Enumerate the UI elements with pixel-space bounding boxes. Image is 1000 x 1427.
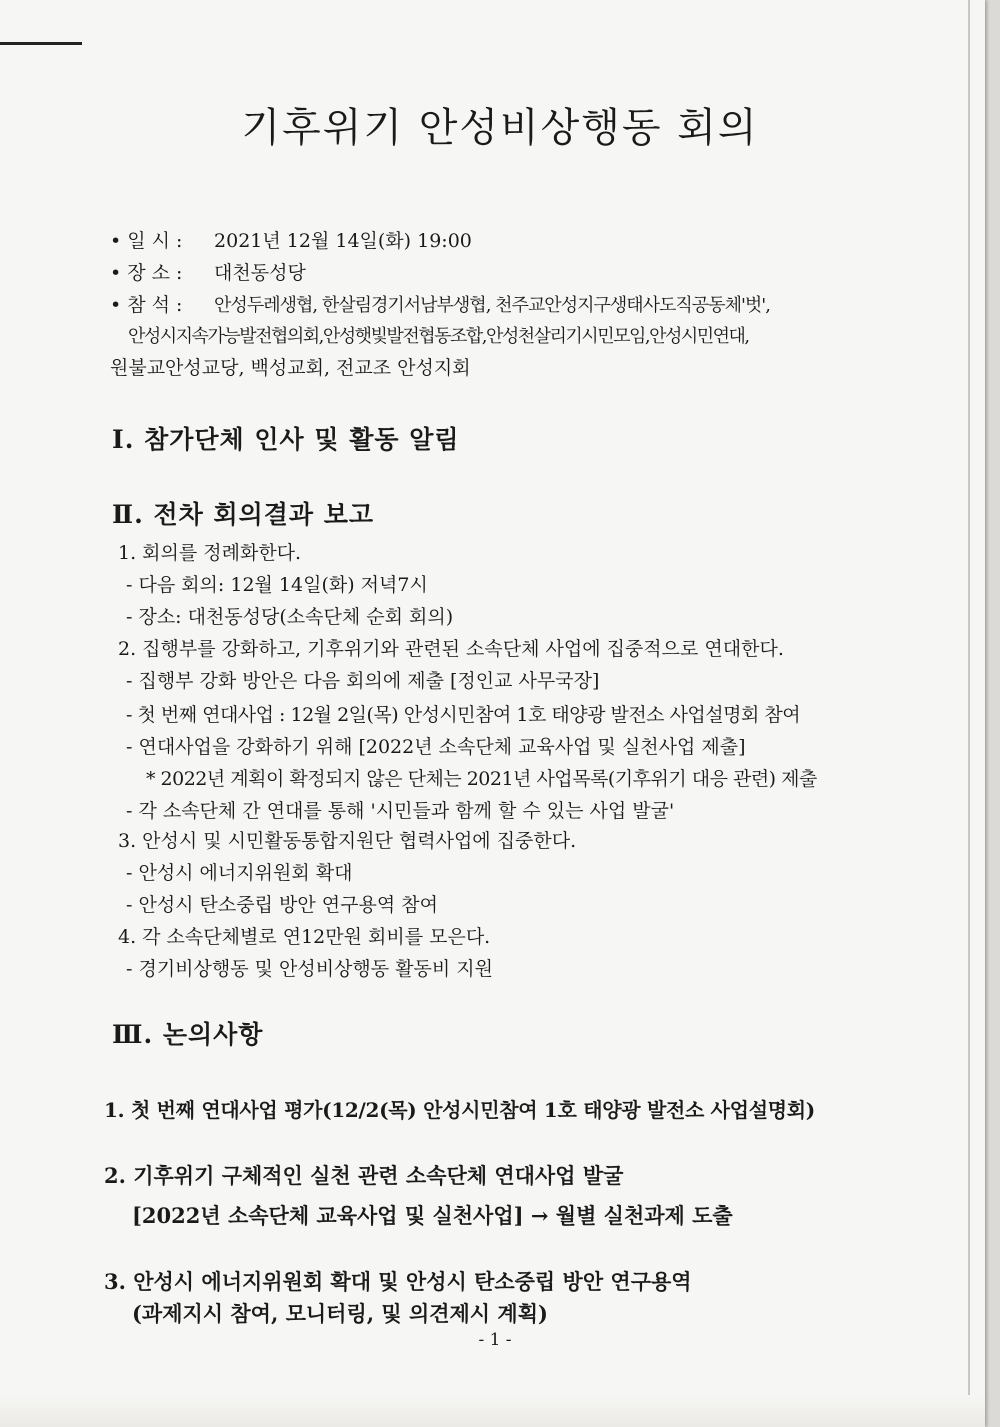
edge-mark <box>0 42 82 45</box>
report-item-3a: - 안성시 에너지위원회 확대 <box>126 862 353 884</box>
page-bottom-shade <box>0 1395 985 1427</box>
report-item-1: 1. 회의를 정례화한다. <box>118 542 302 564</box>
discussion-item-1: 1. 첫 번째 연대사업 평가(12/2(목) 안성시민참여 1호 태양광 발전소 사업설명회) <box>104 1098 815 1122</box>
section-2-heading: Ⅱ. 전차 회의결과 보고 <box>112 500 375 529</box>
place-label: • 장 소 : <box>110 262 183 284</box>
discussion-item-2: 2. 기후위기 구체적인 실천 관련 소속단체 연대사업 발굴 <box>104 1163 624 1188</box>
report-item-2c-note: * 2022년 계획이 확정되지 않은 단체는 2021년 사업목록(기후위기 대응 관련) 제출 <box>146 768 817 790</box>
attendees-label: • 참 석 : <box>110 294 183 316</box>
report-item-2b: - 첫 번째 연대사업 : 12월 2일(목) 안성시민참여 1호 태양광 발전소 사업설명회 참여 <box>126 704 801 726</box>
report-item-1b: - 장소: 대천동성당(소속단체 순회 회의) <box>126 606 454 628</box>
date-label: • 일 시 : <box>110 230 183 252</box>
date-row <box>110 226 472 253</box>
report-item-2c: - 연대사업을 강화하기 위해 [2022년 소속단체 교육사업 및 실천사업 제출] <box>126 736 746 758</box>
report-item-2a: - 집행부 강화 방안은 다음 회의에 제출 [정인교 사무국장] <box>126 670 600 692</box>
attendees-line-1: 안성두레생협, 한살림경기서남부생협, 천주교안성지구생태사도직공동체'벗', <box>214 295 770 316</box>
section-1-heading: Ⅰ. 참가단체 인사 및 활동 알림 <box>112 425 460 454</box>
place-value: 대천동성당 <box>214 262 306 284</box>
place-row <box>110 258 306 285</box>
report-item-2: 2. 집행부를 강화하고, 기후위기와 관련된 소속단체 사업에 집중적으로 연대한다. <box>118 638 784 660</box>
discussion-item-3: 3. 안성시 에너지위원회 확대 및 안성시 탄소중립 방안 연구용역 <box>104 1269 692 1294</box>
report-item-4a: - 경기비상행동 및 안성비상행동 활동비 지원 <box>126 958 493 980</box>
document-title: 기후위기 안성비상행동 회의 <box>241 105 759 151</box>
page-edge <box>968 0 970 1427</box>
attendees-row <box>110 290 770 317</box>
discussion-item-2-detail: [2022년 소속단체 교육사업 및 실천사업] → 월별 실천과제 도출 <box>132 1203 733 1228</box>
section-3-heading: Ⅲ. 논의사항 <box>112 1020 264 1049</box>
report-item-4: 4. 각 소속단체별로 연12만원 회비를 모은다. <box>118 926 491 948</box>
report-item-3b: - 안성시 탄소중립 방안 연구용역 참여 <box>126 894 438 916</box>
attendees-line-2: 안성시지속가능발전협의회,안성햇빛발전협동조합,안성천살리기시민모임,안성시민연대, <box>128 326 749 347</box>
report-item-3: 3. 안성시 및 시민활동통합지원단 협력사업에 집중한다. <box>118 830 577 852</box>
report-item-2d: - 각 소속단체 간 연대를 통해 '시민들과 함께 할 수 있는 사업 발굴' <box>126 800 675 822</box>
date-value: 2021년 12월 14일(화) 19:00 <box>214 230 472 252</box>
page-number: - 1 - <box>478 1330 512 1350</box>
report-item-1a: - 다음 회의: 12월 14일(화) 저녁7시 <box>126 574 428 596</box>
attendees-line-3: 원불교안성교당, 백성교회, 전교조 안성지회 <box>110 357 471 379</box>
discussion-item-3-detail: (과제지시 참여, 모니터링, 및 의견제시 계획) <box>132 1301 548 1326</box>
